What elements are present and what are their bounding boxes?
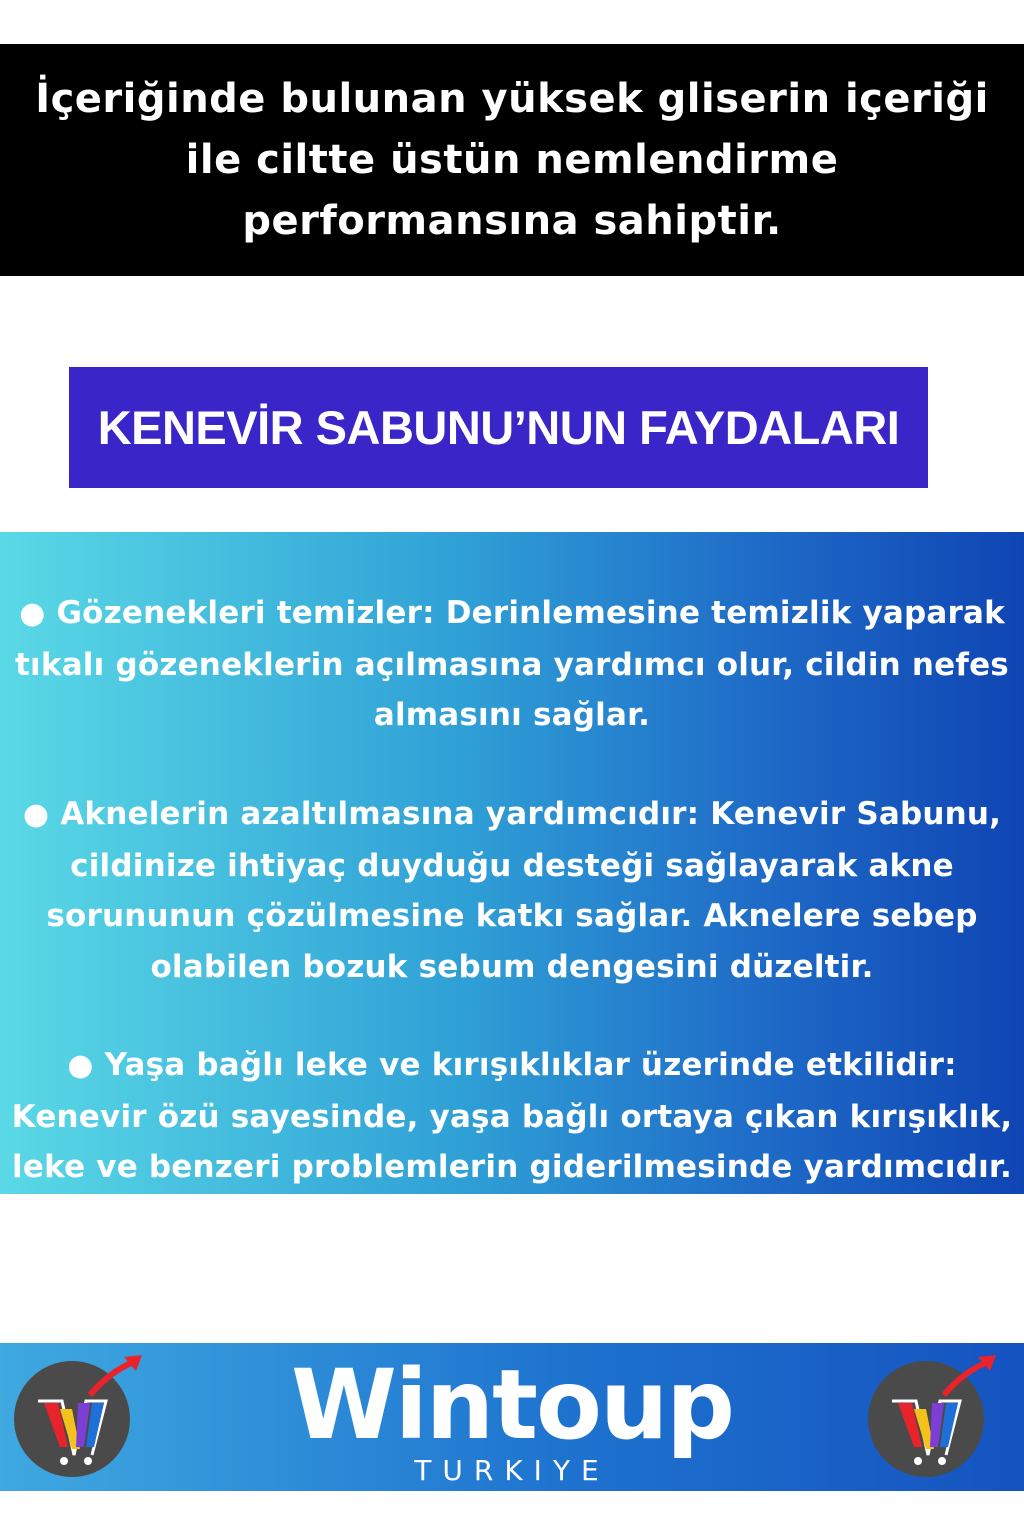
benefit-text: Gözenekleri temizler: Derinlemesine temizlik yaparak tıkalı gözeneklerin açılmasına yardımcı olur, cildin nefes almasını sağlar.	[15, 595, 1009, 733]
bullet-icon: ●	[67, 1048, 94, 1083]
benefits-title: KENEVİR SABUNU’NUN FAYDALARI	[97, 401, 900, 454]
benefits-title-box	[69, 367, 928, 488]
brand-name: Wintoup	[290, 1349, 734, 1461]
benefit-item	[0, 588, 1024, 741]
benefit-text: Yaşa bağlı leke ve kırışıklıklar üzerinde etkilidir: Kenevir özü sayesinde, yaşa bağlı ortaya çıkan kırışıklık, leke ve benzeri problemlerin giderilmesinde yardımcıdır.	[11, 1047, 1013, 1185]
top-banner-text: İçeriğinde bulunan yüksek gliserin içeriği ile ciltte üstün nemlendirme performansına sahiptir.	[35, 75, 989, 244]
brand-subtitle: TURKIYE	[414, 1454, 610, 1487]
brand-footer	[0, 1343, 1024, 1491]
wintoup-cart-logo-icon	[864, 1351, 1004, 1481]
top-banner	[0, 44, 1024, 276]
bullet-icon: ●	[19, 596, 46, 631]
benefit-item	[0, 1040, 1024, 1193]
benefit-item	[0, 789, 1024, 992]
bullet-icon: ●	[22, 797, 50, 832]
benefit-text: Aknelerin azaltılmasına yardımcıdır: Kenevir Sabunu, cildinize ihtiyaç duyduğu desteği sağlayarak akne sorununun çözülmesine katkı sağlar. Aknelere sebep olabilen bozuk sebum dengesini düzeltir.	[46, 796, 1002, 985]
benefits-panel	[0, 532, 1024, 1194]
